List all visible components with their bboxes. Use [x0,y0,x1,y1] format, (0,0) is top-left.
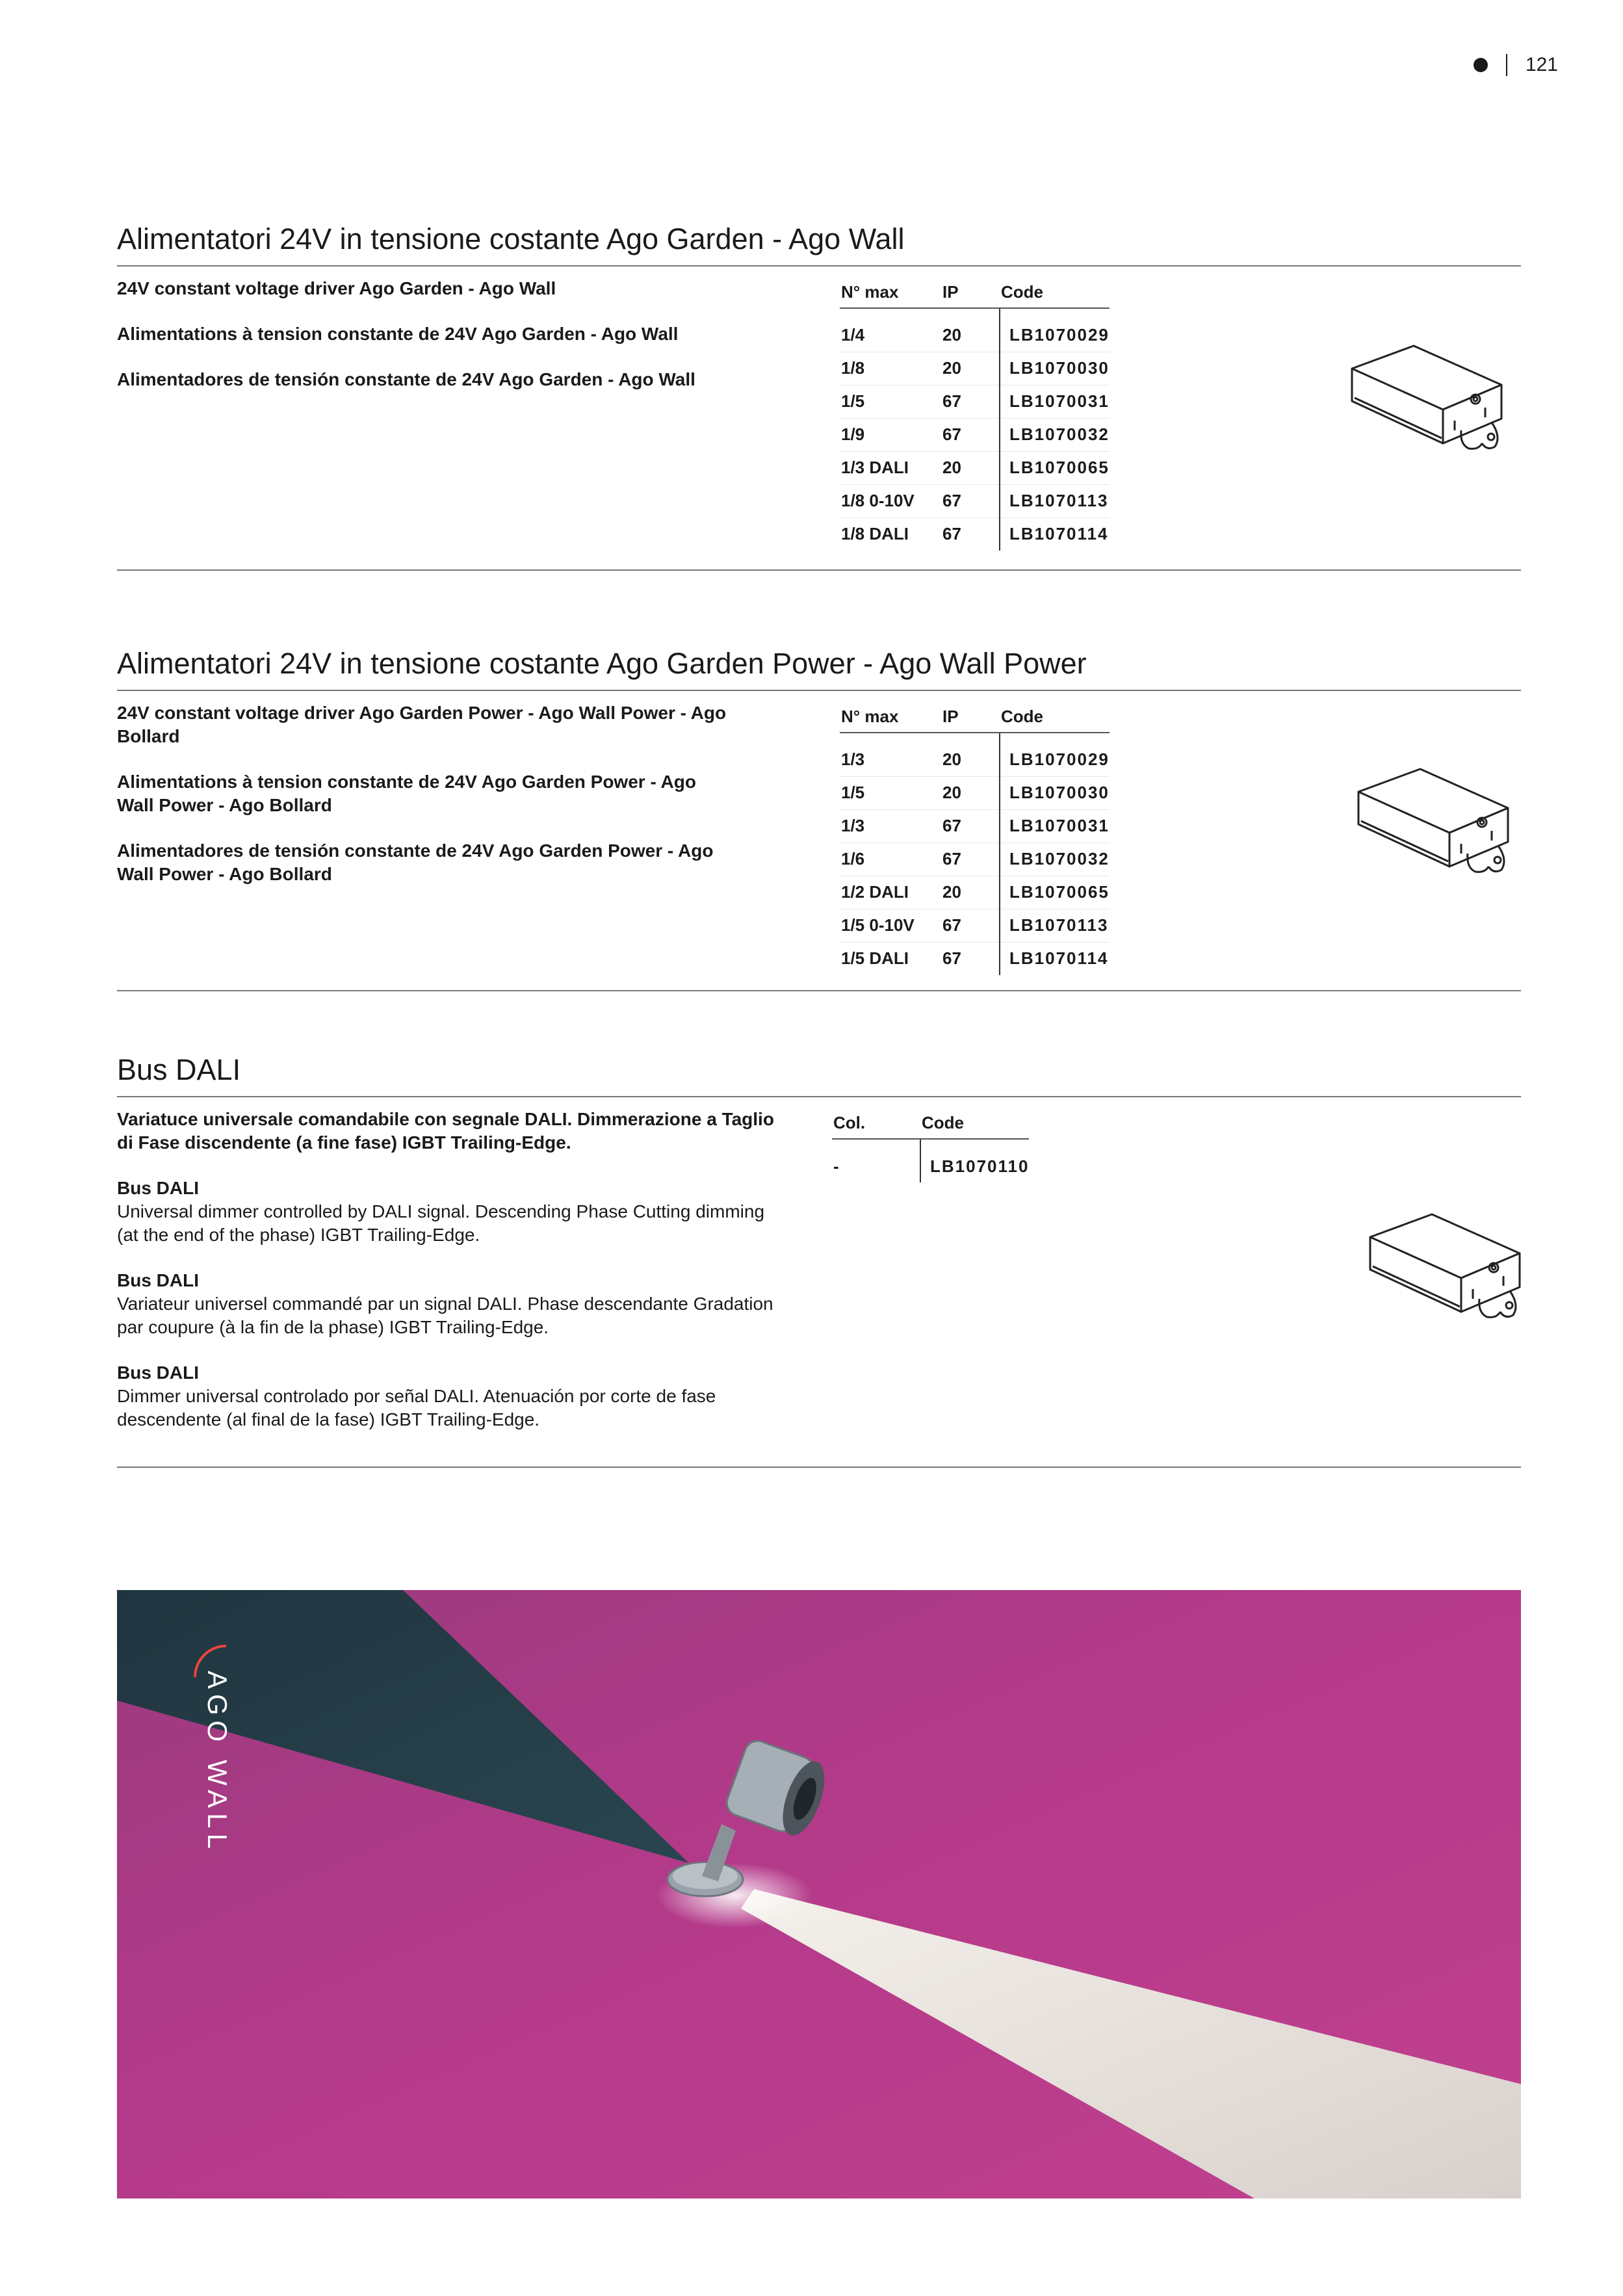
description-es: Alimentadores de tensión constante de 24V Ago Garden - Ago Wall [117,369,695,389]
page-number: 121 [1525,54,1558,75]
table-row [840,909,1110,942]
description-list [117,701,728,908]
cell-ip: 20 [941,776,1000,809]
block-text: Variateur universel commandé par un signal DALI. Phase descendante Gradation par coupure (à la fin de la phase) IGBT Trailing-Edge. [117,1294,773,1337]
table-row [840,308,1110,352]
cell-code: LB1070114 [1000,942,1110,975]
cell-n-max: 1/8 [840,352,941,385]
table-row [840,733,1110,776]
cell-code: LB1070065 [1000,451,1110,484]
description-intro: Variatuce universale comandabile con segnale DALI. Dimmerazione a Taglio di Fase discendente (a fine fase) IGBT Trailing-Edge. [117,1109,774,1153]
table-row [840,809,1110,842]
cell-code: LB1070032 [1000,418,1110,451]
cell-code: LB1070110 [930,1156,1030,1176]
section-bus-dali [117,1053,1521,1468]
cell-ip: 20 [941,451,1000,484]
cell-n-max: 1/8 DALI [840,517,941,551]
table-row [840,776,1110,809]
table-row [840,484,1110,517]
header-ip: IP [941,280,1000,308]
table-row [840,876,1110,909]
block-text: Dimmer universal controlado por señal DALI. Atenuación por corte de fase descendente (al final de la fase) IGBT Trailing-Edge. [117,1386,716,1429]
table-row [840,418,1110,451]
description-list [117,1108,780,1431]
header-code: Code [1000,704,1110,733]
cell-n-max: 1/8 0-10V [840,484,941,517]
cell-n-max: 1/5 0-10V [840,909,941,942]
page-number-area [1474,52,1558,78]
cell-code: LB1070031 [1000,385,1110,418]
driver-box-icon [1345,339,1508,469]
cell-ip: 20 [941,733,1000,776]
cell-code: LB1070031 [1000,809,1110,842]
driver-box-icon [1352,763,1514,893]
cell-ip: 20 [941,876,1000,909]
wall-light-illustration [117,1590,1521,2198]
header-n-max: N° max [840,704,941,733]
header-code: Code [920,1110,1029,1139]
description-list [117,277,780,413]
section-title: Alimentatori 24V in tensione costante Ago Garden Power - Ago Wall Power [117,647,1521,691]
description-es [117,1361,780,1431]
cell-col: - [832,1139,920,1182]
cell-code: LB1070113 [1000,909,1110,942]
description-fr: Alimentations à tension constante de 24V Ago Garden - Ago Wall [117,324,679,344]
cell-code: LB1070029 [1009,750,1110,770]
section-body [117,267,1521,571]
section-title: Bus DALI [117,1053,1521,1097]
block-heading: Bus DALI [117,1270,199,1290]
description-en: 24V constant voltage driver Ago Garden Power - Ago Wall Power - Ago Bollard [117,703,727,746]
description-fr: Alimentations à tension constante de 24V Ago Garden Power - Ago Wall Power - Ago Bollard [117,772,696,815]
header-ip: IP [941,704,1000,733]
cell-n-max: 1/5 [840,385,941,418]
table-header-row [832,1110,1029,1139]
cell-ip: 67 [941,484,1000,517]
table-row [840,352,1110,385]
table-row [832,1139,1029,1182]
table-row [840,517,1110,551]
cell-code: LB1070113 [1000,484,1110,517]
table-row [840,451,1110,484]
table-header-row [840,704,1110,733]
cell-ip: 20 [941,308,1000,352]
cell-n-max: 1/5 DALI [840,942,941,975]
cell-n-max: 1/3 DALI [840,451,941,484]
cell-ip: 67 [941,842,1000,876]
cell-code: LB1070030 [1000,352,1110,385]
section-title: Alimentatori 24V in tensione costante Ago Garden - Ago Wall [117,222,1521,267]
cell-ip: 67 [941,385,1000,418]
header-n-max: N° max [840,280,941,308]
spec-table [840,704,1110,975]
cell-n-max: 1/3 [840,809,941,842]
photo-label-text: AGO WALL [202,1671,233,1854]
cell-code: LB1070032 [1000,842,1110,876]
section-body [117,691,1521,991]
table-row [840,385,1110,418]
cell-ip: 67 [941,942,1000,975]
section-ago-garden-power [117,647,1521,991]
block-text: Universal dimmer controlled by DALI signal. Descending Phase Cutting dimming (at the end of the phase) IGBT Trailing-Edge. [117,1201,765,1245]
cell-ip: 67 [941,517,1000,551]
block-heading: Bus DALI [117,1363,199,1383]
driver-box-icon [1364,1208,1526,1338]
cell-n-max: 1/6 [840,842,941,876]
page-dot-icon [1474,58,1488,72]
cell-ip: 20 [941,352,1000,385]
table-header-row [840,280,1110,308]
cell-code: LB1070114 [1000,517,1110,551]
section-ago-garden-wall [117,222,1521,571]
table-row [840,842,1110,876]
page-separator [1506,54,1507,76]
section-body [117,1097,1521,1468]
header-code: Code [1000,280,1110,308]
description-en: 24V constant voltage driver Ago Garden - Ago Wall [117,278,556,298]
table-row [840,942,1110,975]
cell-code: LB1070030 [1000,776,1110,809]
cell-code: LB1070029 [1009,325,1110,345]
cell-ip: 67 [941,909,1000,942]
header-col: Col. [832,1110,920,1139]
spec-table [840,280,1110,551]
description-es: Alimentadores de tensión constante de 24V Ago Garden Power - Ago Wall Power - Ago Bollard [117,841,714,884]
spec-table [832,1110,1029,1182]
product-photo [117,1590,1521,2198]
cell-ip: 67 [941,809,1000,842]
photo-label [195,1671,234,1853]
cell-n-max: 1/4 [841,325,865,345]
block-heading: Bus DALI [117,1178,199,1198]
cell-n-max: 1/2 DALI [840,876,941,909]
cell-n-max: 1/3 [841,750,865,770]
cell-ip: 67 [941,418,1000,451]
cell-code: LB1070065 [1000,876,1110,909]
description-fr [117,1269,780,1339]
cell-n-max: 1/9 [840,418,941,451]
cell-n-max: 1/5 [840,776,941,809]
description-en [117,1177,780,1247]
